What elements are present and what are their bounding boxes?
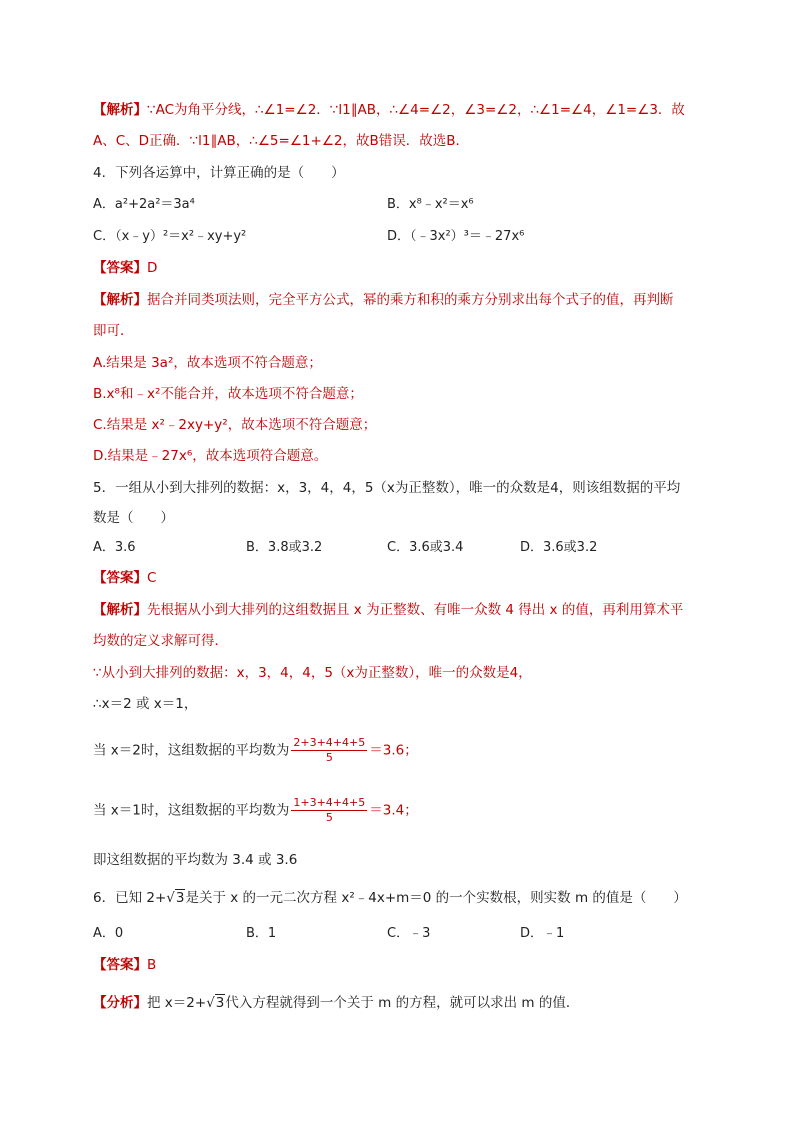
analysis-text: ∵AC为角平分线，∴∠1=∠2．∵l1∥AB，∴∠4=∠2，∠3=∠2，∴∠1=∠4，∠1=∠3．故 — [147, 102, 685, 118]
q6-analysis-pre: 把 x＝2+ — [147, 995, 207, 1011]
q6-stem-pre: 6．已知 2+ — [93, 890, 167, 906]
question-6-stem — [93, 888, 687, 908]
case-2-text: 当 x＝1时，这组数据的平均数为 — [93, 802, 290, 819]
answer-value: C — [147, 570, 157, 586]
q5-case-2 — [93, 796, 418, 825]
q4-option-b: B．x⁸﹣x²＝x⁶ — [387, 197, 474, 212]
case-1-text: 当 x＝2时，这组数据的平均数为 — [93, 742, 290, 759]
case-2-fraction — [291, 796, 367, 825]
q5-analysis-line — [93, 600, 683, 620]
q4-analysis-continuation: 即可． — [93, 323, 134, 339]
case-2-numerator: 1+3+4+4+5 — [293, 796, 366, 809]
analysis-tag: 【分析】 — [93, 995, 147, 1011]
q5-case-1 — [93, 736, 418, 765]
sqrt-symbol: √3 — [166, 890, 185, 906]
analysis-line — [93, 100, 685, 120]
q5-option-b: B．3.8或3.2 — [246, 540, 323, 555]
q5-analysis-continuation: 均数的定义求解可得． — [93, 633, 228, 649]
q6-analysis-post: 代入方程就得到一个关于 m 的方程，就可以求出 m 的值． — [225, 995, 580, 1011]
answer-tag: 【答案】 — [93, 957, 147, 973]
answer-tag: 【答案】 — [93, 570, 147, 586]
case-1-fraction — [291, 736, 367, 765]
q5-answer-line — [93, 568, 156, 588]
analysis-tag: 【解析】 — [93, 602, 147, 618]
q4-analysis-line — [93, 290, 674, 310]
q5-x-values: ∴x＝2 或 x＝1， — [93, 696, 198, 712]
case-1-result: ＝3.6； — [369, 742, 418, 759]
q6-option-b: B．1 — [246, 926, 277, 941]
q6-stem-radicand: 3 — [175, 890, 185, 906]
q4-item-a: A.结果是 3a²，故本选项不符合题意； — [93, 355, 322, 371]
question-5-stem-continuation: 数是（ ） — [93, 510, 174, 526]
q6-analysis-radicand: 3 — [215, 995, 225, 1011]
q5-premise: ∵从小到大排列的数据：x，3，4，4，5（x为正整数），唯一的众数是4， — [93, 665, 532, 681]
q4-option-d: D．（﹣3x²）³＝﹣27x⁶ — [387, 229, 525, 244]
q6-option-a: A．0 — [93, 926, 124, 941]
sqrt-symbol: √3 — [206, 995, 225, 1011]
q5-conclusion: 即这组数据的平均数为 3.4 或 3.6 — [93, 852, 298, 868]
q5-option-d: D．3.6或3.2 — [520, 540, 598, 555]
q5-option-c: C．3.6或3.4 — [387, 540, 464, 555]
q4-item-b: B.x⁸和﹣x²不能合并，故本选项不符合题意； — [93, 386, 363, 402]
q4-item-c: C.结果是 x²﹣2xy+y²，故本选项不符合题意； — [93, 417, 377, 433]
case-2-result: ＝3.4； — [369, 802, 418, 819]
q4-option-a: A．a²+2a²＝3a⁴ — [93, 197, 195, 212]
analysis-text: 先根据从小到大排列的这组数据且 x 为正整数、有唯一众数 4 得出 x 的值，再利用算术平 — [147, 602, 684, 618]
q6-option-d: D．﹣1 — [520, 926, 565, 941]
analysis-continuation: A、C、D正确．∵l1∥AB，∴∠5=∠1+∠2，故B错误．故选B． — [93, 133, 470, 149]
q4-option-c: C．（x﹣y）²＝x²﹣xy+y² — [93, 229, 247, 244]
analysis-tag: 【解析】 — [93, 292, 147, 308]
answer-tag: 【答案】 — [93, 260, 147, 276]
q6-option-c: C．﹣3 — [387, 926, 431, 941]
q4-answer-line — [93, 258, 157, 278]
analysis-tag: 【解析】 — [93, 102, 147, 118]
question-4-stem: 4．下列各运算中，计算正确的是（ ） — [93, 165, 345, 181]
case-1-denominator: 5 — [325, 751, 333, 764]
question-5-stem: 5．一组从小到大排列的数据：x，3，4，4，5（x为正整数），唯一的众数是4，则该组数据的平均 — [93, 480, 681, 496]
q6-analysis-line — [93, 993, 579, 1013]
q5-option-a: A．3.6 — [93, 540, 136, 555]
q4-item-d: D.结果是﹣27x⁶，故本选项符合题意。 — [93, 448, 328, 464]
answer-value: B — [147, 957, 157, 973]
analysis-text: 据合并同类项法则，完全平方公式，幂的乘方和积的乘方分别求出每个式子的值，再判断 — [147, 292, 674, 308]
q6-stem-post: 是关于 x 的一元二次方程 x²﹣4x+m＝0 的一个实数根，则实数 m 的值是（ ） — [185, 890, 687, 906]
q6-answer-line — [93, 955, 156, 975]
case-1-numerator: 2+3+4+4+5 — [293, 736, 366, 749]
answer-value: D — [147, 260, 158, 276]
case-2-denominator: 5 — [325, 811, 333, 824]
